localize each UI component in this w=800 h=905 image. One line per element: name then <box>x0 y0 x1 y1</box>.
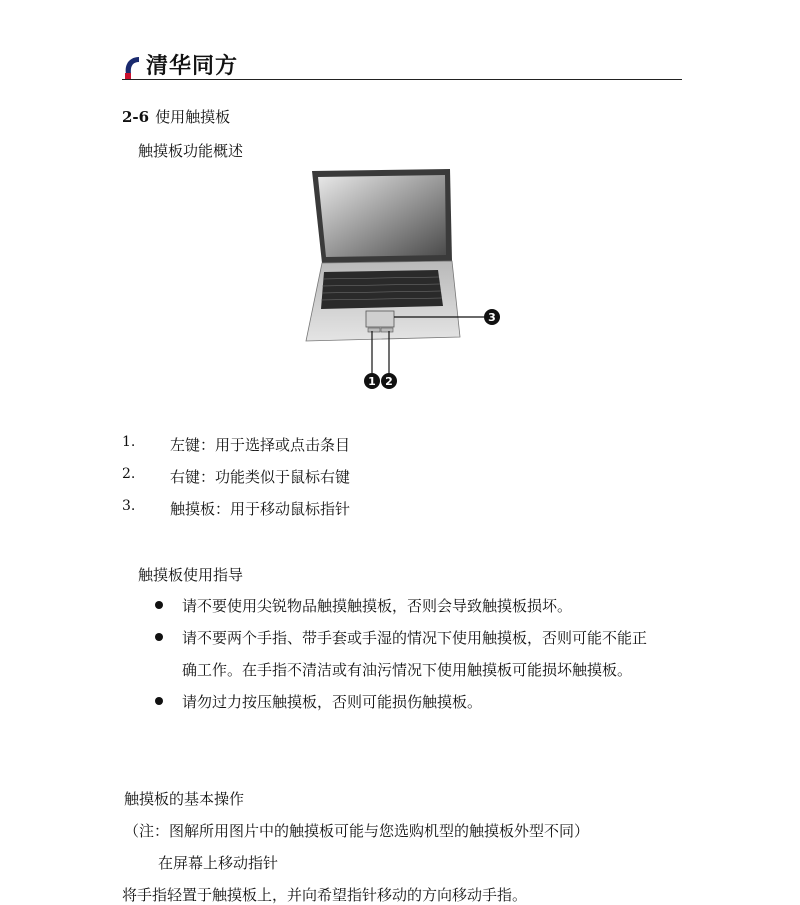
item-desc: ：功能类似于鼠标右键 <box>200 468 351 486</box>
item-number: 3. <box>122 498 136 514</box>
overview-heading: 触摸板功能概述 <box>138 142 244 160</box>
callout-2-label: 2 <box>385 375 393 388</box>
item-text <box>170 466 350 487</box>
item-text <box>170 498 350 519</box>
brand-mark-icon <box>122 54 144 80</box>
item-number: 1. <box>122 434 136 450</box>
basic-text: 将手指轻置于触摸板上，并向希望指针移动的方向移动手指。 <box>122 886 528 904</box>
section-title-text: 使用触摸板 <box>155 108 231 126</box>
item-desc: ：用于选择或点击条目 <box>200 436 351 454</box>
header-divider <box>122 79 682 80</box>
guide-bullet: 请不要两个手指、带手套或手湿的情况下使用触摸板，否则可能不能正 <box>182 629 648 647</box>
guide-heading: 触摸板使用指导 <box>138 566 244 584</box>
basic-subheading: 在屏幕上移动指针 <box>158 854 279 872</box>
item-number: 2. <box>122 466 136 482</box>
basic-note: （注：图解所用图片中的触摸板可能与您选购机型的触摸板外型不同） <box>124 822 590 840</box>
brand-name: 清华同方 <box>146 54 239 79</box>
item-label: 触摸板 <box>170 500 216 518</box>
section-number: 2-6 <box>122 108 150 126</box>
section-title <box>122 106 230 127</box>
laptop-touchpad-figure <box>300 165 510 395</box>
basic-heading: 触摸板的基本操作 <box>124 790 245 808</box>
item-desc: ：用于移动鼠标指针 <box>215 500 351 518</box>
item-text <box>170 434 350 455</box>
item-label: 右键 <box>170 468 201 486</box>
guide-bullet: 请不要使用尖锐物品触摸触摸板，否则会导致触摸板损坏。 <box>182 597 573 615</box>
callout-1-label: 1 <box>368 375 376 388</box>
bullet-dot-icon <box>155 697 163 705</box>
brand-logo <box>122 54 238 80</box>
guide-bullet-continuation: 确工作。在手指不清洁或有油污情况下使用触摸板可能损坏触摸板。 <box>182 661 633 679</box>
callout-3-label: 3 <box>488 311 496 324</box>
bullet-dot-icon <box>155 633 163 641</box>
item-label: 左键 <box>170 436 201 454</box>
bullet-dot-icon <box>155 601 163 609</box>
guide-bullet: 请勿过力按压触摸板，否则可能损伤触摸板。 <box>182 693 483 711</box>
